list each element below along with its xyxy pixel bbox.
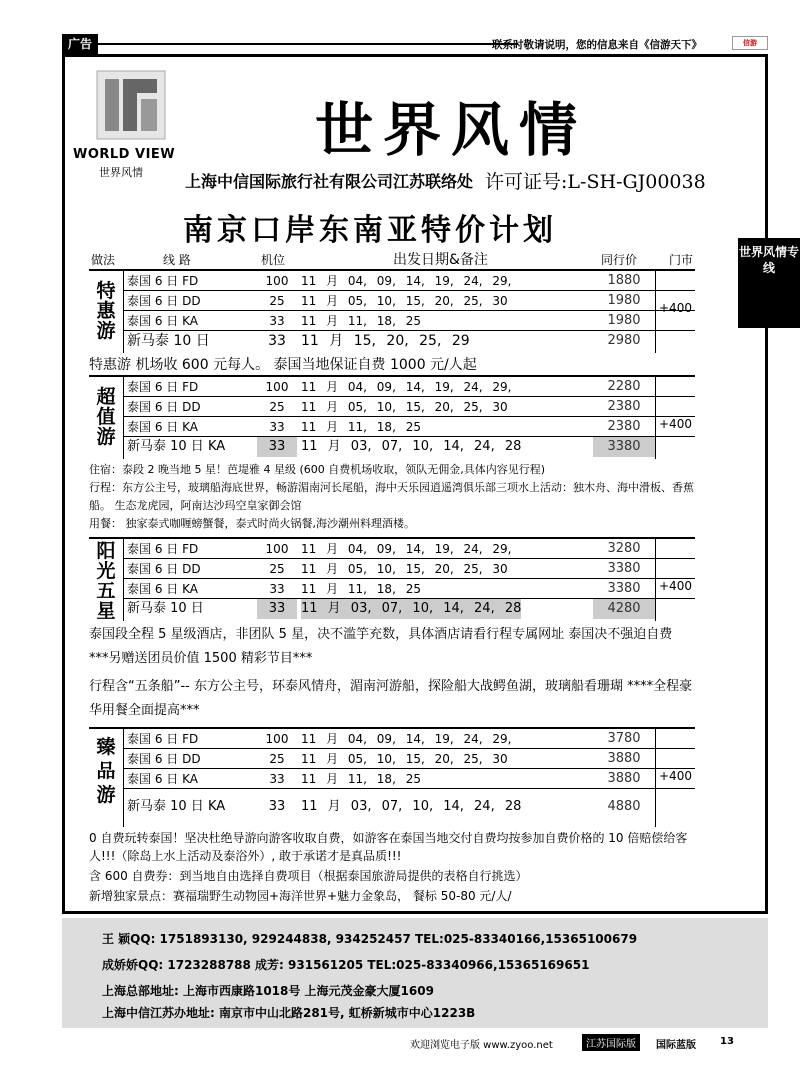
ad-tag: 广告 <box>62 34 98 54</box>
contact-note: 联系时敬请说明，您的信息来自《信游天下》 <box>492 39 702 51</box>
col-seats: 机位 <box>261 253 286 267</box>
section-tehui <box>89 269 695 353</box>
logo-chinese: 世界风情 <box>99 166 143 179</box>
note-chaozhi-trip: 行程：东方公主号，玻璃船海底世界，畅游湄南河长尾船，海中天乐园逍遥湾俱乐部三项水上活动：独木舟、海中滑板、香蕉船。 生态龙虎园，阿南达沙玛空皇家御会馆 <box>89 481 694 512</box>
note-zhenpin-2: 含 600 自费券：到当地自由选择自费项目（根据泰国旅游局提供的表格自行挑选） <box>89 869 528 883</box>
retail-markup: +400 <box>659 769 692 783</box>
table-row: 泰国 6 日 DD 25 11 月 05, 10, 15, 20, 25, 30 2380 <box>123 397 695 417</box>
section-name: 超值游 <box>96 386 116 448</box>
section-name: 特惠游 <box>96 280 116 342</box>
retail-markup: +400 <box>659 301 692 315</box>
col-route: 线 路 <box>163 253 191 267</box>
top-bar <box>62 34 768 54</box>
section-chaozhi <box>89 375 695 459</box>
table-row: 新马泰 10 日 KA 33 11 月 03, 07, 10, 14, 24, 28 4880 <box>127 799 641 814</box>
table-row: 新马泰 10 日 33 11 月 03, 07, 10, 14, 24, 28 4280 <box>123 599 695 619</box>
brand-title: 世界风情 <box>315 96 588 164</box>
table-header <box>89 247 695 269</box>
section-zhenpin <box>89 727 695 827</box>
table-row: 泰国 6 日 FD 100 11 月 04, 09, 14, 19, 24, 29, 2280 <box>123 377 695 397</box>
note-chaozhi-meal: 用餐： 独家泰式咖喱螃蟹餐，泰式时尚火锅餐,海沙潮州料理酒楼。 <box>89 517 415 530</box>
contact-line-4: 上海中信江苏办地址: 南京市中山北路281号, 虹桥新城市中心1223B <box>102 1006 476 1020</box>
table-row: 泰国 6 日 DD 25 11 月 05, 10, 15, 20, 25, 30 3880 <box>123 749 695 769</box>
note-zhenpin-1: 0 自费玩转泰国！坚决杜绝导游向游客收取自费，如游客在泰国当地交付自费均按参加自费价格的 10 倍赔偿给客人!!!（除岛上水上活动及泰浴外）, 敢于承诺才是真品质!!! <box>89 831 688 863</box>
table-row: 泰国 6 日 KA 33 11 月 11, 18, 25 2380 <box>123 417 695 437</box>
table-row: 泰国 6 日 FD 100 11 月 04, 09, 14, 19, 24, 29, 3280 <box>123 539 695 559</box>
table-row: 泰国 6 日 KA 33 11 月 11, 18, 25 3880 <box>123 769 695 789</box>
section-name: 臻品游 <box>96 736 116 806</box>
side-tab: 世界风情专线 <box>738 238 800 328</box>
col-dates: 出发日期&备注 <box>393 252 488 268</box>
table-row: 泰国 6 日 FD 100 11 月 04, 09, 14, 19, 24, 29, 1880 <box>123 271 695 291</box>
page-number: 13 <box>720 1036 734 1047</box>
license-number: 许可证号:L-SH-GJ00038 <box>485 171 706 193</box>
publisher-logo: 信游 <box>732 36 768 50</box>
plan-title: 南京口岸东南亚特价计划 <box>183 213 557 248</box>
note-tehui: 特惠游 机场收 600 元每人。 泰国当地保证自费 1000 元/人起 <box>89 357 477 373</box>
table-row: 泰国 6 日 KA 33 11 月 11, 18, 25 1980 <box>123 311 695 331</box>
contact-line-2: 成娇娇QQ: 1723288788 成芳: 931561205 TEL:025-83340966,15365169651 <box>102 958 590 972</box>
ad-frame <box>62 54 768 914</box>
top-rule <box>98 43 518 45</box>
retail-markup: +400 <box>659 579 692 593</box>
retail-markup: +400 <box>659 417 692 431</box>
edition-name: 国际蓝版 <box>656 1040 696 1051</box>
col-retail: 门市 <box>669 253 694 267</box>
note-yangguang-1: 泰国段全程 5 星级酒店，非团队 5 星，决不滥竽充数，具体酒店请看行程专属网址 泰国决不强迫自费 ***另赠送团员价值 1500 精彩节目*** <box>89 627 673 666</box>
logo-english: WORLD VIEW <box>73 147 176 162</box>
table-row: 泰国 6 日 DD 25 11 月 05, 10, 15, 20, 25, 30 1980 <box>123 291 695 311</box>
section-name: 阳光五星 <box>96 540 116 622</box>
contact-line-1: 王 颖QQ: 1751893130, 929244838, 934252457 TEL:025-83340166,15365100679 <box>102 932 638 946</box>
company-name: 上海中信国际旅行社有限公司江苏联络处 <box>185 172 474 191</box>
edition-tag: 江苏国际版 <box>582 1034 640 1051</box>
note-yangguang-2: 行程含“五条船”-- 东方公主号，环泰风情舟，湄南河游船，探险船大战鳄鱼湖，玻璃船看珊瑚 ****全程豪华用餐全面提高*** <box>89 679 693 718</box>
world-view-logo-icon <box>95 69 167 141</box>
page-footer <box>410 1034 768 1050</box>
col-price: 同行价 <box>601 253 638 267</box>
table-row: 泰国 6 日 DD 25 11 月 05, 10, 15, 20, 25, 30 3380 <box>123 559 695 579</box>
col-method: 做法 <box>91 253 116 267</box>
note-zhenpin-3: 新增独家景点：赛福瑞野生动物园+海洋世界+魅力金象岛， 餐标 50-80 元/人/ <box>89 889 512 903</box>
footer-url: 欢迎浏览电子版 www.zyoo.net <box>410 1040 553 1051</box>
section-yangguang <box>89 537 695 621</box>
table-row: 泰国 6 日 KA 33 11 月 11, 18, 25 3380 <box>123 579 695 599</box>
table-row: 泰国 6 日 FD 100 11 月 04, 09, 14, 19, 24, 29, 3780 <box>123 729 695 749</box>
note-chaozhi-stay: 住宿：泰段 2 晚当地 5 星！芭堤雅 4 星级 (600 自费机场收取，领队无佣金,具体内容见行程) <box>89 463 546 476</box>
contacts-block <box>62 918 768 1028</box>
table-row: 新马泰 10 日 KA 33 11 月 03, 07, 10, 14, 24, 28 3380 <box>123 437 695 457</box>
table-row: 新马泰 10 日 33 11 月 15, 20, 25, 29 2980 <box>127 333 641 349</box>
contact-line-3: 上海总部地址: 上海市西康路1018号 上海元茂金豪大厦1609 <box>102 984 434 998</box>
